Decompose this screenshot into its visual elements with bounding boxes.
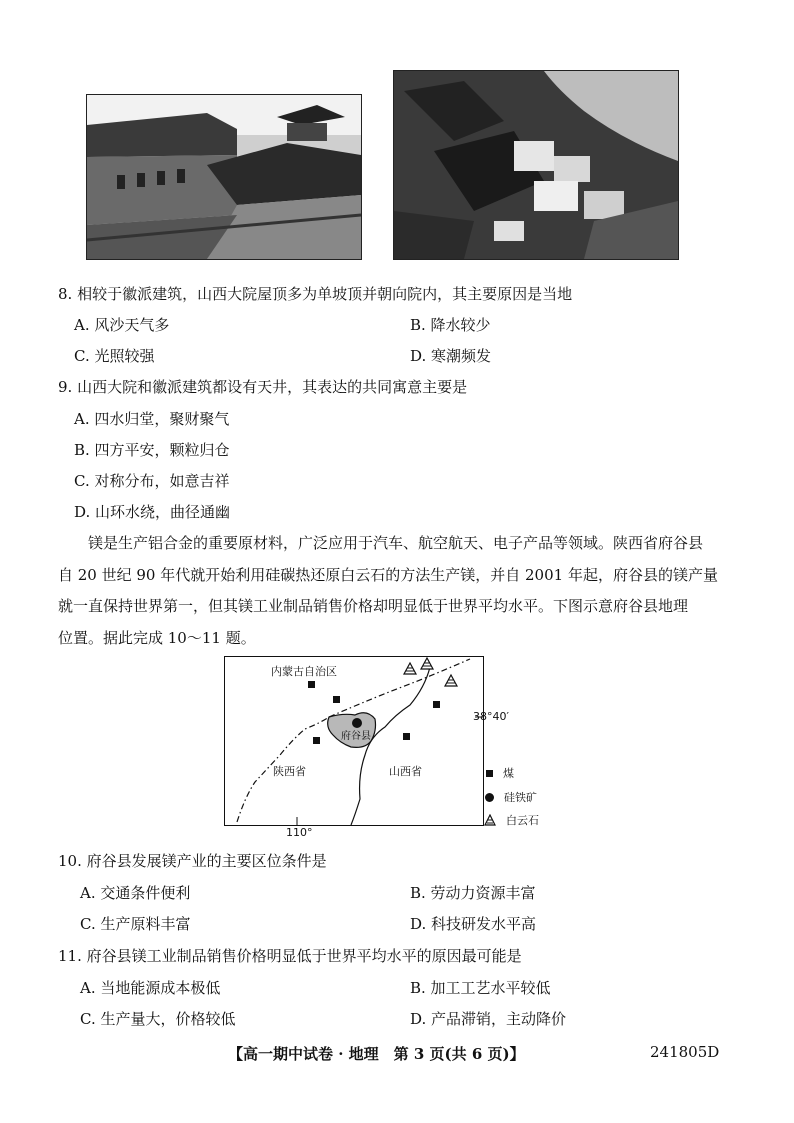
label-shaanxi: 陕西省 <box>273 765 306 778</box>
question-11-option-d[interactable]: D. 产品滞销，主动降价 <box>410 1010 567 1028</box>
coal-legend-icon <box>486 770 493 777</box>
footer-code: 241805D <box>650 1043 720 1061</box>
question-8-option-c[interactable]: C. 光照较强 <box>74 347 155 365</box>
question-11-option-c[interactable]: C. 生产量大，价格较低 <box>80 1010 236 1028</box>
ferrosilicon-legend-icon <box>485 793 494 802</box>
question-9-option-d[interactable]: D. 山环水绕，曲径通幽 <box>74 503 231 521</box>
question-11-option-a[interactable]: A. 当地能源成本极低 <box>80 979 221 997</box>
dolomite-marker <box>445 675 457 686</box>
dolomite-marker <box>421 658 433 669</box>
legend-coal <box>486 765 514 781</box>
question-8-option-a[interactable]: A. 风沙天气多 <box>74 316 170 334</box>
question-10-stem: 10. 府谷县发展镁产业的主要区位条件是 <box>58 852 327 870</box>
label-latitude: 38°40′ <box>473 710 509 723</box>
huizhou-village-illustration <box>394 71 678 259</box>
question-8-stem: 8. 相较于徽派建筑，山西大院屋顶多为单坡顶并朝向院内，其主要原因是当地 <box>58 285 573 303</box>
coal-marker <box>333 696 340 703</box>
photo-shanxi-courtyard <box>86 94 362 260</box>
question-9-option-c[interactable]: C. 对称分布，如意吉祥 <box>74 472 230 490</box>
passage-line-3: 就一直保持世界第一，但其镁工业制品销售价格却明显低于世界平均水平。下图示意府谷县地理 <box>58 597 689 615</box>
passage-line-4: 位置。据此完成 10～11 题。 <box>58 628 256 647</box>
label-fugu: 府谷县 <box>341 731 371 742</box>
legend-dolomite-label: 白云石 <box>506 814 539 827</box>
fugu-location-map <box>224 656 484 826</box>
footer-title: 【高一期中试卷 · 地理 第 3 页(共 6 页)】 <box>228 1045 525 1063</box>
shanxi-courtyard-illustration <box>87 95 361 259</box>
passage <box>58 528 734 654</box>
coal-marker <box>433 701 440 708</box>
passage-line-1: 镁是生产铝合金的重要原材料，广泛应用于汽车、航空航天、电子产品等领域。陕西省府谷县 <box>88 534 704 552</box>
question-10-option-c[interactable]: C. 生产原料丰富 <box>80 915 191 933</box>
question-9-stem: 9. 山西大院和徽派建筑都设有天井，其表达的共同寓意主要是 <box>58 378 468 396</box>
coal-marker <box>308 681 315 688</box>
question-9-option-a[interactable]: A. 四水归堂，聚财聚气 <box>74 410 230 428</box>
label-longitude: 110° <box>286 826 313 839</box>
question-10-option-b[interactable]: B. 劳动力资源丰富 <box>410 884 536 902</box>
legend-ferrosilicon <box>485 789 537 805</box>
legend-dolomite <box>484 812 539 828</box>
passage-line-2: 自 20 世纪 90 年代就开始利用硅碳热还原白云石的方法生产镁，并自 2001 年起，府谷县的镁产量 <box>58 565 718 584</box>
label-shanxi: 山西省 <box>389 765 422 778</box>
label-inner-mongolia: 内蒙古自治区 <box>271 665 337 678</box>
coal-marker <box>403 733 410 740</box>
photo-huizhou-village <box>393 70 679 260</box>
dolomite-legend-icon <box>484 814 496 826</box>
question-10-option-d[interactable]: D. 科技研发水平高 <box>410 915 537 933</box>
legend-ferrosilicon-label: 硅铁矿 <box>504 791 537 804</box>
question-8-option-b[interactable]: B. 降水较少 <box>410 316 491 334</box>
question-11-stem: 11. 府谷县镁工业制品销售价格明显低于世界平均水平的原因最可能是 <box>58 947 522 965</box>
question-9-option-b[interactable]: B. 四方平安，颗粒归仓 <box>74 441 230 459</box>
question-10-option-a[interactable]: A. 交通条件便利 <box>80 884 191 902</box>
boundary-line <box>329 659 470 717</box>
question-11-option-b[interactable]: B. 加工工艺水平较低 <box>410 979 551 997</box>
question-8-option-d[interactable]: D. 寒潮频发 <box>410 347 492 365</box>
coal-marker <box>313 737 320 744</box>
dolomite-marker <box>404 663 416 674</box>
legend-coal-label: 煤 <box>503 767 514 780</box>
